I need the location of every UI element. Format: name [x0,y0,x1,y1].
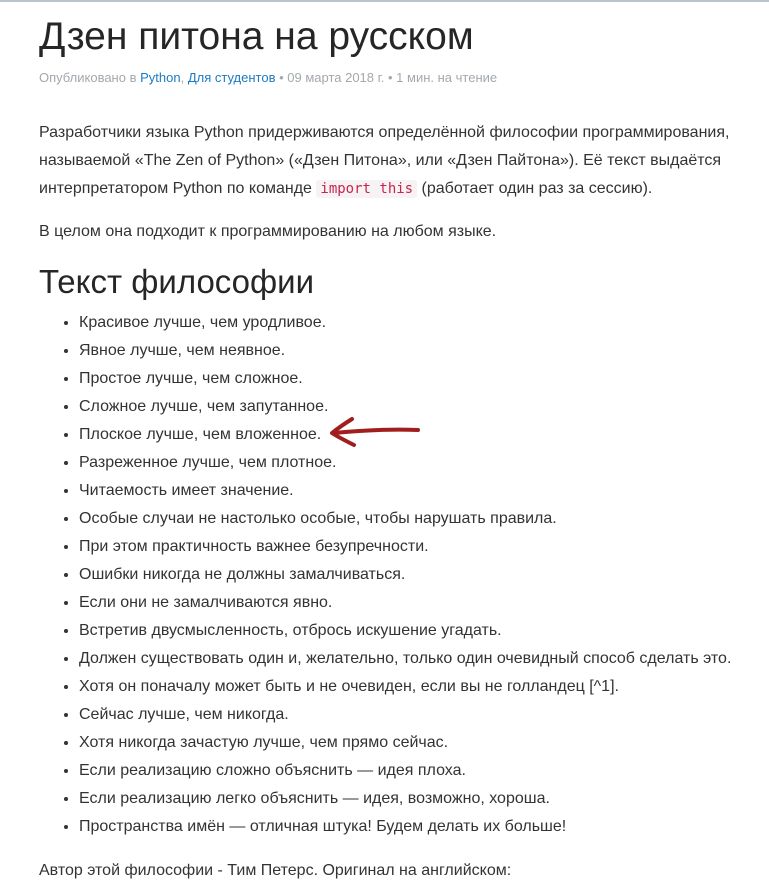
paragraph-language: В целом она подходит к программированию на любом языке. [39,223,497,240]
author-paragraph: Автор этой философии - Тим Петерс. Оригинал на английском: [39,862,512,879]
post-date: • 09 марта 2018 г. • [275,70,397,85]
page-title: Дзен питона на русском [39,15,474,58]
list-item: • При этом практичность важнее безупречности. [79,533,769,561]
list-item: • Сейчас лучше, чем никогда. [79,701,769,729]
hand-drawn-arrow-icon [326,414,422,450]
intro-text-end: (работает один раз за сессию). [417,180,653,197]
list-item: • Сложное лучше, чем запутанное. [79,393,769,421]
zen-list [39,309,769,841]
list-item: • Плоское лучше, чем вложенное. [79,421,769,449]
intro-paragraph [39,119,754,203]
list-item: • Особые случаи не настолько особые, чтобы нарушать правила. [79,505,769,533]
list-item: • Если они не замалчиваются явно. [79,589,769,617]
list-item: • Пространства имён — отличная штука! Будем делать их больше! [79,813,769,841]
list-item: • Разреженное лучше, чем плотное. [79,449,769,477]
top-divider [0,0,769,2]
list-item: • Читаемость имеет значение. [79,477,769,505]
list-item: • Встретив двусмысленность, отбрось искушение угадать. [79,617,769,645]
list-item: • Явное лучше, чем неявное. [79,337,769,365]
list-item: • Простое лучше, чем сложное. [79,365,769,393]
read-time: 1 мин. на чтение [396,70,498,85]
intro-text: Разработчики языка Python придерживаются определённой философии программирования, называемой «The Zen of Python» («Дзен Питона», или «Дзен Пайтона»). Её текст выдаётся интерпретатором Python по команде [39,124,730,197]
post-meta [39,70,497,86]
list-item: • Хотя никогда зачастую лучше, чем прямо сейчас. [79,729,769,757]
list-item: • Хотя он поначалу может быть и не очевиден, если вы не голландец [^1]. [79,673,769,701]
section-title: Текст философии [39,263,315,300]
list-item: • Красивое лучше, чем уродливое. [79,309,769,337]
category-link-students[interactable]: Для студентов [187,70,276,85]
published-prefix: Опубликовано в [39,70,141,85]
inline-code: import this [316,180,417,198]
list-item: • Должен существовать один и, желательно, только один очевидный способ сделать это. [79,645,769,673]
category-link-python[interactable]: Python [140,70,181,85]
meta-separator: , [180,70,188,85]
list-item: • Ошибки никогда не должны замалчиваться. [79,561,769,589]
list-item: • Если реализацию легко объяснить — идея, возможно, хороша. [79,785,769,813]
list-item: • Если реализацию сложно объяснить — идея плоха. [79,757,769,785]
